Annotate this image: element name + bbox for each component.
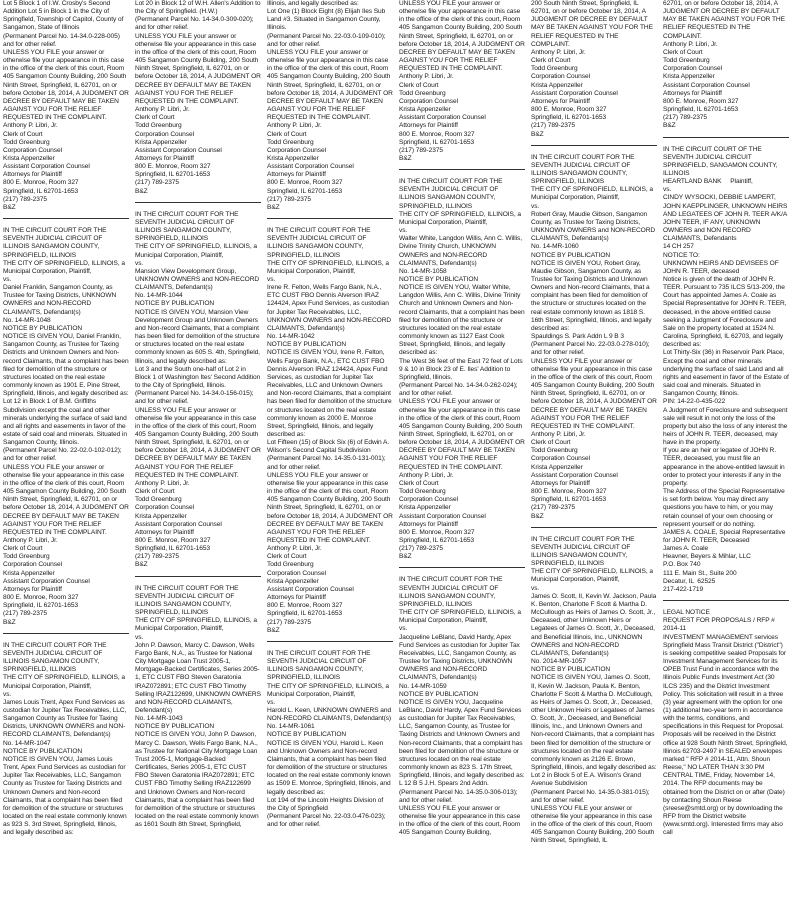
legal-notice — [267, 227, 393, 635]
legal-notice — [135, 0, 261, 196]
notice-divider — [531, 145, 657, 146]
notice-divider — [399, 567, 525, 568]
legal-notice — [135, 211, 261, 570]
legal-notice — [267, 650, 393, 829]
legal-notice — [663, 146, 789, 595]
legal-notice — [3, 642, 129, 838]
legal-notice — [399, 576, 525, 837]
legal-notice-text: IN THE CIRCUIT COURT FOR THE SEVENTH JUDICIAL CIRCUIT OF ILLINOIS SANGAMON COUNTY, SPRINGFIELD, ILLINOIS THE CITY OF SPRINGFIELD, ILLINOIS, a Municipal Corporation, Plaintiff, vs. James Louis Trent, Apex Fund Services as custodian for Jupiter Tax Receivables, LLC, Sangamon County as Trustee for Taxing Districts, UNKNOWN OWNERS and NON-RECORD CLAIMANTS, Defendant(s) No. 14-MR-1047 NOTICE BY PUBLICATION NOTICE IS GIVEN YOU, James Louis Trent, Apex Fund Services as custodian for Jupiter Tax Receivables, LLC, Sangamon County as Trustee for Taxing Districts and Unknown Owners and Non-record Claimants, that a complaint has been filed for demolition of the structure or structures located on the real estate commonly known as 923 S. 3rd Street, Springfield, Illinois, and legally described as: — [3, 641, 127, 837]
legal-notice-text: Lot 20 in Block 12 of W.H. Allen's Addition to the City of Springfield. (H.W.) (Permanent Parcel No. 14-34.0-309-020); and for other relief. UNLESS YOU FILE your answer or otherwise file your appearance in this case in the office of the clerk of this court, Room 405 Sangamon County Building, 200 South Ninth Street, Springfield, IL 62701, on or before October 18, 2014, A JUDGMENT OR DECREE BY DEFAULT MAY BE TAKEN AGAINST YOU FOR THE RELIEF REQUESTED IN THE COMPLAINT. Anthony P. Libri, Jr. Clerk of Court Todd Greenburg Corporation Counsel Krista Appenzeller Assistant Corporation Counsel Attorneys for Plaintiff 800 E. Monroe, Room 327 Springfield, IL 62701-1653 (217) 789-2375 B&Z — [135, 0, 261, 195]
notice-divider — [267, 218, 393, 219]
legal-notice-text: Illinois, and legally described as: Lot One (1) Block Eight (8) Elijah Iles Sub Land #3. Situated in Sangamon County, Illinois. (Permanent Parcel No. 22-03.0-109-010); and for other relief. UNLESS YOU FILE your answer or otherwise file your appearance in this case in the office of the clerk of this court, Room 405 Sangamon County Building, 200 South Ninth Street, Springfield, IL 62701, on or before October 18, 2014, A JUDGMENT OR DECREE BY DEFAULT MAY BE TAKEN AGAINST YOU FOR THE RELIEF REQUESTED IN THE COMPLAINT. Anthony P. Libri, Jr. Clerk of Court Todd Greenburg Corporation Counsel Krista Appenzeller Assistant Corporation Counsel Attorneys for Plaintiff 800 E. Monroe, Room 327 Springfield, IL 62701-1653 (217) 789-2375 B&Z — [267, 0, 393, 211]
legal-notice-text: IN THE CIRCUIT COURT FOR THE SEVENTH JUDICIAL CIRCUIT OF ILLINOIS SANGAMON COUNTY, SPRINGFIELD, ILLINOIS THE CITY OF SPRINGFIELD, ILLINOIS, a Municipal Corporation, Plaintiff, vs. John P. Dawson, Marcy C. Dawson, Wells Fargo Bank, N.A., as Trustee for National City Mortgage Loan Trust 2005-1, Mortgage-Backed Certificates, Series 2005-1, ETC CUST FBO Steven Garatonia IRAZ072891; ETC CUST FBO Timothy Selling IRAZ122699, UNKNOWN OWNERS and NON-RECORD CLAIMANTS, Defendant(s) No. 14-MR-1043 NOTICE BY PUBLICATION NOTICE IS GIVEN YOU, John P. Dawson, Marcy C. Dawson, Wells Fargo Bank, N.A., as Trustee for National City Mortgage Loan Trust 2005-1, Mortgage-Backed Certificates, Series 2005-1, ETC CUST FBO Steven Garatonia IRAZ072891; ETC CUST FBO Timothy Selling IRAZ122699 and Unknown Owners and Non-record Claimants, that a complaint has been filed for demolition of the structure or structures located on the real estate commonly known as 1601 South 8th Street, Springfield, — [135, 584, 261, 829]
notice-divider — [3, 633, 129, 634]
column-4 — [399, 0, 525, 900]
legal-notice-text: LEGAL NOTICE REQUEST FOR PROPOSALS / RFP # 2014-11 INVESTMENT MANAGEMENT services Springfield Mass Transit District ("District") is seeking competitive sealed Proposals for Investment Management Services for its OPEB Trust Fund in accordance with the Illinois Public Funds Investment Act (30 ILCS 235) and the District Investment Policy. This solicitation will result in a three (3) year agreement with the option for one (1) additional two-year term in accordance with the terms, conditions, and specifications in this Request for Proposal. Proposals will be received in the District office at 928 South Ninth Street, Springfield, Illinois 62703-2497 in SEALED envelopes marked " RFP # 2014-11, Attn. Shoun Reese," NO LATER THAN 3:30 PM CENTRAL TIME, Friday, November 14, 2014. The RFP documents may be obtained from the District on or after (Date) by contacting Shoun Reese (sreese@smtd.org) or by downloading the RFP from the District website (www.smtd.org). Interested firms may also call — [663, 609, 788, 837]
notice-divider — [135, 202, 261, 203]
column-1 — [3, 0, 129, 900]
legal-notice-text: IN THE CIRCUIT COURT FOR THE SEVENTH JUDICIAL CIRCUIT OF ILLINOIS SANGAMON COUNTY, SPRINGFIELD, ILLINOIS THE CITY OF SPRINGFIELD, ILLINOIS, a Municipal Corporation, Plaintiff, vs. Daniel Franklin, Sangamon County, as Trustee for Taxing Districts, UNKNOWN OWNERS and NON-RECORD CLAIMANTS, Defendant(s) No. 14-MR-1048 NOTICE BY PUBLICATION NOTICE IS GIVEN YOU, Daniel Franklin, Sangamon County, as Trustee for Taxing Districts and Unknown Owners and Non-record Claimants, that a complaint has been filed for demolition of the structure or structures located on the real estate commonly known as 1901 E. Pine Street, Springfield, Illinois, and legally described as: Lot 12 in Block 1 of B.M. Griffiths Subdivision except the coal and other minerals underlying the surface of said land and all rights and easements in favor of the estate of said coal and minerals. Situated in Sangamon County, Illinois. (Permanent Parcel No. 22-02.0-102-012); and for other relief. UNLESS YOU FILE your answer or otherwise file your appearance in this case in the office of the clerk of this court, Room 405 Sangamon County Building, 200 South Ninth Street, Springfield, IL 62701, on or before October 18, 2014, A JUDGMENT OR DECREE BY DEFAULT MAY BE TAKEN AGAINST YOU FOR THE RELIEF REQUESTED IN THE COMPLAINT. Anthony P. Libri, Jr. Clerk of Court Todd Greenburg Corporation Counsel Krista Appenzeller Assistant Corporation Counsel Attorneys for Plaintiff 800 E. Monroe, Room 327 Springfield, IL 62701-1653 (217) 789-2375 B&Z — [3, 227, 129, 626]
legal-notice-text: Lot 5 Block 1 of I.W. Crosby's Second Addition Lot 5 in Block 1 in the City of Springfield, Township of Capitol, County of Sangamon, State of Illinois (Permanent Parcel No. 14-34.0-228-005) and for other relief. UNLESS YOU FILE your answer or otherwise file your appearance in this case in the office of the clerk of this court, Room 405 Sangamon County Building, 200 South Ninth Street, Springfield, IL 62701, on or before October 18, 2014, A JUDGMENT OR DECREE BY DEFAULT MAY BE TAKEN AGAINST YOU FOR THE RELIEF REQUESTED IN THE COMPLAINT. Anthony P. Libri, Jr. Clerk of Court Todd Greenburg Corporation Counsel Krista Appenzeller Assistant Corporation Counsel Attorneys for Plaintiff 800 E. Monroe, Room 327 Springfield, IL 62701-1653 (217) 789-2375 B&Z — [3, 0, 129, 211]
column-3 — [267, 0, 393, 900]
column-6 — [663, 0, 789, 900]
legal-notice-text: IN THE CIRCUIT COURT FOR THE SEVENTH JUDICIAL CIRCUIT OF ILLINOIS SANGAMON COUNTY, SPRINGFIELD, ILLINOIS THE CITY OF SPRINGFIELD, ILLINOIS, a Municipal Corporation, Plaintiff, vs. Irene R. Felton, Wells Fargo Bank, N.A., ETC CUST FBO Dennis Alverson IRAZ 124424, Apex Fund Services, as custodian for Jupiter Tax Receivables, LLC, UNKNOWN OWNERS and NON-RECORD CLAIMANTS, Defendant(s) No. 14-MR-1042 NOTICE BY PUBLICATION NOTICE IS GIVEN YOU, Irene R. Felton, Wells Fargo Bank, N.A., ETC CUST FBO Dennis Alverson IRAZ 124424, Apex Fund Services, as custodian for Jupiter Tax Receivables, LLC and Unknown Owners and Non-record Claimants, that a complaint has been filed for demolition of the structure or structures located on the real estate commonly known as 2000 E. Monroe Street, Springfield, Illinois, and legally described as: Lot Fifteen (15) of Block Six (6) of Edwin A. Wilson's Second Capital Subdivision (Permanent Parcel No. 14-35.0-131-001); and for other relief. UNLESS YOU FILE your answer or otherwise file your appearance in this case in the office of the clerk of this court, Room 405 Sangamon County Building, 200 South Ninth Street, Springfield, IL 62701, on or before October 18, 2014, A JUDGMENT OR DECREE BY DEFAULT MAY BE TAKEN AGAINST YOU FOR THE RELIEF REQUESTED IN THE COMPLAINT. Anthony P. Libri, Jr. Clerk of Court Todd Greenburg Corporation Counsel Krista Appenzeller Assistant Corporation Counsel Attorneys for Plaintiff 800 E. Monroe, Room 327 Springfield, IL 62701-1653 (217) 789-2375 B&Z — [267, 227, 393, 634]
legal-notice — [267, 0, 393, 212]
notice-divider — [3, 218, 129, 219]
legal-notice — [531, 536, 657, 846]
legal-notice-text: 200 South Ninth Street, Springfield, IL 62701, on or before October 18, 2014, A JUDGMENT OR DECREE BY DEFAULT MAY BE TAKEN AGAINST YOU FOR THE RELIEF REQUESTED IN THE COMPLAINT. Anthony P. Libri, Jr. Clerk of Court Todd Greenburg Corporation Counsel Krista Appenzeller Assistant Corporation Counsel Attorneys for Plaintiff 800 E. Monroe, Room 327 Springfield, IL 62701-1653 (217) 789-2375 B&Z — [531, 0, 653, 138]
legal-notice — [399, 178, 525, 561]
notice-divider — [531, 527, 657, 528]
notice-divider — [135, 576, 261, 577]
legal-notice-text: UNLESS YOU FILE your answer or otherwise file your appearance in this case in the office of the clerk of this court, Room 405 Sangamon County Building, 200 South Ninth Street, Springfield, IL 62701, on or before October 18, 2014, A JUDGMENT OR DECREE BY DEFAULT MAY BE TAKEN AGAINST YOU FOR THE RELIEF REQUESTED IN THE COMPLAINT. Anthony P. Libri, Jr. Clerk of Court Todd Greenburg Corporation Counsel Krista Appenzeller Assistant Corporation Counsel Attorneys for Plaintiff 800 E. Monroe, Room 327 Springfield, IL 62701-1653 (217) 789-2375 B&Z — [399, 0, 525, 162]
notice-divider — [663, 137, 789, 138]
legal-notice — [3, 227, 129, 627]
legal-notice — [3, 0, 129, 212]
legal-notice-text: IN THE CIRCUIT COURT FOR THE SEVENTH JUDICIAL CIRCUIT OF ILLINOIS SANGAMON COUNTY, SPRINGFIELD, ILLINOIS THE CITY OF SPRINGFIELD, ILLINOIS, a Municipal Corporation, Plaintiff, vs. Jacqueline LeBlanc, David Hardy, Apex Fund Services as custodian for Jupiter Tax Receivables, LLC, Sangamon County, as Trustee for Taxing Districts, UNKNOWN OWNERS and NON-RECORD CLAIMANTS, Defendant(s) No. 14-MR-1059 NOTICE BY PUBLICATION NOTICE IS GIVEN YOU, Jacqueline LeBlanc, David Hardy, Apex Fund Services as custodian for Jupiter Tax Receivables, LLC, Sangamon County, as Trustee for Taxing Districts and Unknown Owners and Non-record Claimants, that a complaint has been filed for demolition of the structure or structures located on the real estate commonly known as 823 S. 17th Street, Springfield, Illinois, and legally described as: L 12 B 5 J.H. Spears 2nd Addn. (Permanent Parcel No. 14-35.0-306-013); and for other relief. UNLESS YOU FILE your answer or otherwise file your appearance in this case in the office of the clerk of this court, Room 405 Sangamon County Building, — [399, 576, 525, 837]
legal-notice — [531, 154, 657, 521]
legal-notice — [663, 609, 789, 837]
column-2 — [135, 0, 261, 900]
legal-notice — [135, 585, 261, 830]
legal-notice-text: IN THE CIRCUIT COURT FOR THE SEVENTH JUDICIAL CIRCUIT OF ILLINOIS SANGAMON COUNTY, SPRINGFIELD, ILLINOIS THE CITY OF SPRINGFIELD, ILLINOIS, a Municipal Corporation, Plaintiff, vs. Mansion View Development Group, UNKNOWN OWNERS and NON-RECORD CLAIMANTS, Defendant(s) No. 14-MR-1044 NOTICE BY PUBLICATION NOTICE IS GIVEN YOU, Mansion View Development Group and Unknown Owners and Non-record Claimants, that a complaint has been filed for demolition of the structure or structures located on the real estate commonly known as 605 S. 4th, Springfield, Illinois, and legally described as: Lot 3 and the South one-half of Lot 2 in Block 1 of Washington Ites' Second Addition to the City of Springfield, Illinois. (Permanent Parcel No. 14-34.0-156-015); and for other relief. UNLESS YOU FILE your answer or otherwise file your appearance in this case in the office of the clerk of this court, Room 405 Sangamon County Building, 200 South Ninth Street, Springfield, IL 62701, on or before October 18, 2014, A JUDGMENT OR DECREE BY DEFAULT MAY BE TAKEN AGAINST YOU FOR THE RELIEF REQUESTED IN THE COMPLAINT. Anthony P. Libri, Jr. Clerk of Court Todd Greenburg Corporation Counsel Krista Appenzeller Assistant Corporation Counsel Attorneys for Plaintiff 800 E. Monroe, Room 327 Springfield, IL 62701-1653 (217) 789-2375 B&Z — [135, 210, 261, 569]
notice-divider — [267, 641, 393, 642]
legal-notice-text: IN THE CIRCUIT COURT OF THE SEVENTH JUDICIAL CIRCUIT SPRINGFIELD, SANGAMON COUNTY, ILLINOIS HEARTLAND BANK Plaintiff, vs. CINDY WYSOCKI, DEBBIE LAMPERT, JOHN KAEPPLINGER, UNKNOWN HEIRS AND LEGATEES OF JOHN R. TEER A/K/A JOHN TEER, IF ANY, UNKNOWN OWNERS and NON RECORD CLAIMANTS, Defendants 14 CH 257 NOTICE TO: UNKNOWN HEIRS AND DEVISEES OF JOHN R. TEER, deceased Notice is given of the death of JOHN R. TEER. Pursuant to 735 ILCS 5/13-209, the Court has appointed James A. Coale as Special Representative for JOHN R. TEER, deceased, in the above entitled cause seeking a Judgment of Foreclosure and Sale on the property located at 1524 N. Carolina, Springfield, IL 62703, and legally described as: Lot Thirty-Six (36) in Reservoir Park Place, Except the coal and other minerals underlying the surface of said Land and all rights and easement in favor of the Estate of said coal and minerals. Situated in Sangamon County, Illinois. PIN: 14-22-0-435-022 A Judgment of Foreclosure and subsequent sale will result in not only the loss of the property but also the loss of any interest the heirs of JOHN R. TEER, deceased, may have in the property. If you are an heir or legatee of JOHN R. TEER, deceased, you must file an appearance in the above-entitled lawsuit in order to protect your interests if any in the property. The Address of the Special Representative is set forth below. You may direct any questions you have to him, or you may retain counsel of your own choosing or represent yourself or do nothing. JAMES A. COALE, Special Representative for JOHN R. TEER, Deceased James A. Coale Heavner, Beyers & Mihlar, LLC P.O. Box 740 111 E. Main St., Suite 200 Decatur, IL 62525 217-422-1719 — [663, 145, 789, 593]
legal-notice-text: IN THE CIRCUIT COURT FOR THE SEVENTH JUDICIAL CIRCUIT OF ILLINOIS SANGAMON COUNTY, SPRINGFIELD, ILLINOIS THE CITY OF SPRINGFIELD, ILLINOIS, a Municipal Corporation, Plaintiff, vs. Walter White, Langdon Willis, Ann C. Willis, Divine Trinity Church, UNKNOWN OWNERS and NON-RECORD CLAIMANTS, Defendant(s) No. 14-MR-1058 NOTICE BY PUBLICATION NOTICE IS GIVEN YOU, Walter White, Langdon Willis, Ann C. Willis, Divine Trinity Church and Unknown Owners and Non-record Claimants, that a complaint has been filed for demolition of the structure or structures located on the real estate commonly known as 1127 East Cook Street, Springfield, Illinois, and legally described as: The West 36 feet of the East 72 feet of Lots 9 & 10 in Block 23 of E. Iles' Addition to Springfield, Illinois. (Permanent Parcel No. 14-34.0-262-024); and for other relief. UNLESS YOU FILE your answer or otherwise file your appearance in this case in the office of the clerk of this court, Room 405 Sangamon County Building, 200 South Ninth Street, Springfield, IL 62701, on or before October 18, 2014, A JUDGMENT OR DECREE BY DEFAULT MAY BE TAKEN AGAINST YOU FOR THE RELIEF REQUESTED IN THE COMPLAINT. Anthony P. Libri, Jr. Clerk of Court Todd Greenburg Corporation Counsel Krista Appenzeller Assistant Corporation Counsel Attorneys for Plaintiff 800 E. Monroe, Room 327 Springfield, IL 62701-1653 (217) 789-2375 B&Z — [399, 178, 525, 561]
legal-notice-text: IN THE CIRCUIT COURT FOR THE SEVENTH JUDICIAL CIRCUIT OF ILLINOIS SANGAMON COUNTY, SPRINGFIELD, ILLINOIS THE CITY OF SPRINGFIELD, ILLINOIS, a Municipal Corporation, Plaintiff, vs. Harold L. Keen, UNKNOWN OWNERS and NON-RECORD CLAIMANTS, Defendant(s) No. 14-MR-1061 NOTICE BY PUBLICATION NOTICE IS GIVEN YOU, Harold L. Keen and Unknown Owners and Non-record Claimants, that a complaint has been filed for demolition of the structure or structures located on the real estate commonly known as 1509 E. Monroe, Springfield, Illinois, and legally described as: Lot 194 of the Lincoln Heights Division of the City of Springfield (Permanent Parcel No. 22-03.0-476-023); and for other relief. — [267, 649, 392, 829]
column-5 — [531, 0, 657, 900]
legal-notice — [399, 0, 525, 163]
legal-notice-text: 62701, on or before October 18, 2014, A JUDGMENT OR DECREE BY DEFAULT MAY BE TAKEN AGAINST YOU FOR THE RELIEF REQUESTED IN THE COMPLAINT. Anthony P. Libri, Jr. Clerk of Court Todd Greenburg Corporation Counsel Krista Appenzeller Assistant Corporation Counsel Attorneys for Plaintiff 800 E. Monroe, Room 327 Springfield, IL 62701-1653 (217) 789-2375 B&Z — [663, 0, 785, 130]
notice-divider — [399, 169, 525, 170]
legal-notice-text: IN THE CIRCUIT COURT FOR THE SEVENTH JUDICIAL CIRCUIT OF ILLINOIS SANGAMON COUNTY, SPRINGFIELD, ILLINOIS THE CITY OF SPRINGFIELD, ILLINOIS, a Municipal Corporation, Plaintiff, vs. Robert Gray, Maudie Gibson, Sangamon County, as Trustee for Taxing Districts, UNKNOWN OWNERS and NON-RECORD CLAIMANTS, Defendant(s) No. 14-MR-1060 NOTICE BY PUBLICATION NOTICE IS GIVEN YOU, Robert Gray, Maudie Gibson, Sangamon County, as Trustee for Taxing Districts and Unknown Owners and Non-record Claimants, that a complaint has been filed for demolition of the structure or structures located on the real estate commonly known as 1818 S. 16th Street, Springfield, Illinois, and legally described as: Spauldings S. Park Addn L 9 B 3 (Permanent Parcel No. 22-03.0-278-010); and for other relief. UNLESS YOU FILE your answer or otherwise file your appearance in this case in the office of the clerk of this court, Room 405 Sangamon County Building, 200 South Ninth Street, Springfield, IL 62701, on or before October 18, 2014, A JUDGMENT OR DECREE BY DEFAULT MAY BE TAKEN AGAINST YOU FOR THE RELIEF REQUESTED IN THE COMPLAINT. Anthony P. Libri, Jr. Clerk of Court Todd Greenburg Corporation Counsel Krista Appenzeller Assistant Corporation Counsel Attorneys for Plaintiff 800 E. Monroe, Room 327 Springfield, IL 62701-1653 (217) 789-2375 B&Z — [531, 153, 657, 520]
legal-notice-text: IN THE CIRCUIT COURT FOR THE SEVENTH JUDICIAL CIRCUIT OF ILLINOIS SANGAMON COUNTY, SPRINGFIELD, ILLINOIS THE CITY OF SPRINGFIELD, ILLINOIS, a Municipal Corporation, Plaintiff, vs. James O. Scott, II, Kevin W. Jackson, Paula K. Benton, Charlotte F Scott & Martha D. McCullough as Heirs of James O. Scott, Jr., Deceased, other Unknown Heirs or Legatees of James O. Scott, Jr., Deceased, and Beneficial Illinois, Inc., UNKNOWN OWNERS and NON-RECORD CLAIMANTS, Defendant(s) No. 2014-MR-1057 NOTICE BY PUBLICATION NOTICE IS GIVEN YOU, James O. Scott, II, Kevin W. Jackson, Paula K. Benton, Charlotte F Scott & Martha D. McCullough, as Heirs of James O. Scott, Jr., Deceased, other Unknown Heirs or Legatees of James O. Scott, Jr., Deceased, and Beneficial Illinois, Inc., and Unknown Owners and Non-record Claimants, that a complaint has been filed for demolition of the structure or structures located on the real estate commonly known as 2126 E. Brown, Springfield, Illinois, and legally described as: Lot 2 in Block 5 of E.A. Wilson's Grand Avenue Subdivision (Permanent Parcel No. 14-35.0-381-015); and for other relief. UNLESS YOU FILE your answer or otherwise file your appearance in this case in the office of the clerk of this court, Room 405 Sangamon County Building, 200 South Ninth Street, Springfield, IL — [531, 535, 657, 845]
legal-notice — [531, 0, 657, 139]
legal-notice — [663, 0, 789, 131]
notice-divider — [663, 600, 789, 601]
